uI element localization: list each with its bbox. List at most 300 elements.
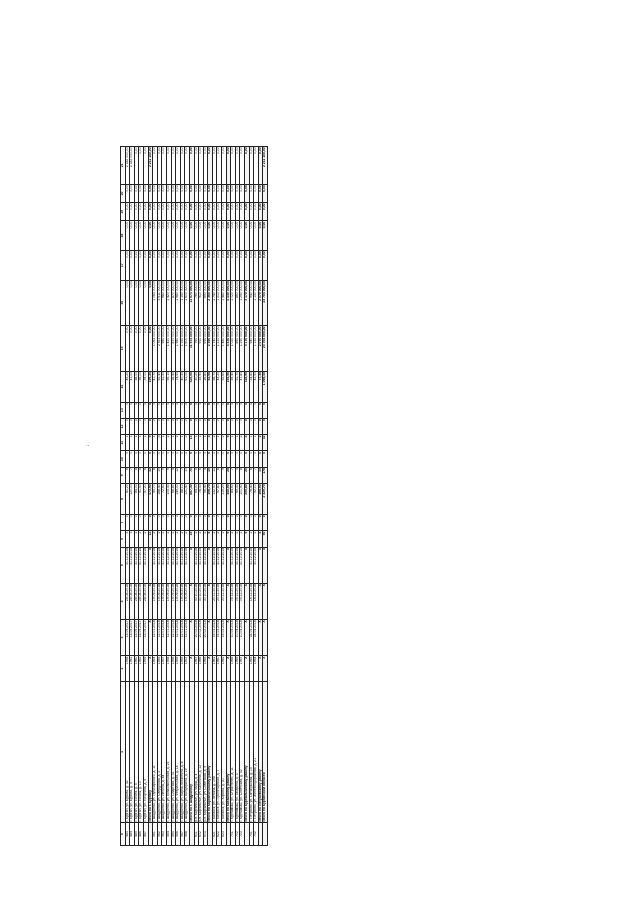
table-cell: 31.12.2018 — [185, 547, 190, 583]
table-cell: 3 170 000,00 — [245, 326, 250, 372]
table-cell: 2 — [235, 531, 240, 547]
table-cell: 0,00 — [148, 280, 153, 326]
table-cell: 0,00 — [222, 250, 227, 280]
table-cell: 4 430 000,00 — [226, 326, 231, 372]
table-cell: 115,20 — [222, 484, 227, 515]
table-cell: 0 — [217, 402, 222, 418]
table-cell: 12.01.2018 — [171, 619, 176, 655]
table-cell: 601 — [194, 823, 199, 846]
table-cell: 0,00 — [226, 250, 231, 280]
table-cell: 1 150 000,00 — [180, 326, 185, 372]
table-cell: 0 — [153, 514, 158, 530]
table-cell: 19.09.2018 — [153, 583, 158, 619]
table-cell: 41,70 — [153, 371, 158, 402]
table-cell: 31,70 — [235, 371, 240, 402]
table-cell: 2 — [194, 531, 199, 547]
table-cell: 0,00 — [143, 147, 148, 185]
table-cell: 0 — [185, 402, 190, 418]
table-cell: 0 — [162, 402, 167, 418]
table-cell: 2 — [134, 531, 139, 547]
table-cell: 1 — [180, 435, 185, 451]
table-cell: 30,20 — [194, 371, 199, 402]
table-cell: 0 — [130, 418, 135, 434]
table-cell: 3 170 000,00 — [245, 280, 250, 326]
table-cell: 6 — [245, 531, 250, 547]
table-cell: 2 — [153, 531, 158, 547]
table-cell: 1 980 000,00 — [176, 326, 181, 372]
table-cell: 0 — [199, 402, 204, 418]
column-header: 21 — [121, 147, 126, 185]
table-cell: Х — [263, 656, 268, 682]
table-cell: 1960 — [217, 656, 222, 682]
table-cell: 0 — [125, 402, 130, 418]
table-cell: 0,00 — [171, 250, 176, 280]
table-cell: 14.12.2018 — [254, 583, 259, 619]
table-cell: 13.09.2017 — [139, 619, 144, 655]
table-cell: Х — [208, 619, 213, 655]
table-cell: 32 — [263, 435, 268, 451]
table-cell: 4 — [203, 467, 208, 483]
table-cell: 0,00 — [139, 221, 144, 251]
table-cell: 0,00 — [263, 203, 268, 221]
table-cell: 56,10 — [166, 371, 171, 402]
table-cell: 9 — [166, 467, 171, 483]
table-cell: 69,30 — [235, 484, 240, 515]
table-cell: 1 600 000,00 — [185, 280, 190, 326]
table-cell: 0,00 — [258, 221, 263, 251]
table-cell: 1958 — [166, 656, 171, 682]
table-cell: 0 — [162, 451, 167, 467]
table-cell: 0,00 — [130, 221, 135, 251]
table-cell: 0,00 — [162, 147, 167, 185]
table-cell: 2 — [180, 531, 185, 547]
table-cell: 563 — [162, 823, 167, 846]
table-cell: 0 — [217, 451, 222, 467]
table-cell: 81,20 — [125, 484, 130, 515]
table-cell: 690 000,00 — [203, 280, 208, 326]
table-cell: 10.04.2018 — [231, 619, 236, 655]
table-cell: 0 — [249, 418, 254, 434]
table-body — [125, 147, 267, 846]
table-cell: 26,80 — [203, 371, 208, 402]
table-cell: 0 — [263, 451, 268, 467]
table-cell: 12 — [148, 531, 153, 547]
table-cell: 31.12.2018 — [194, 547, 199, 583]
table-cell: 0,00 — [180, 250, 185, 280]
table-cell: Х — [263, 547, 268, 583]
table-cell: 19.09.2018 — [171, 583, 176, 619]
table-cell: Итого по г. Кургану — [148, 681, 153, 822]
table-cell: 149,00 — [176, 484, 181, 515]
table-cell: 621 — [212, 823, 217, 846]
table-cell: 0,00 — [157, 250, 162, 280]
table-cell: г. Петухово, ул. Октябрьская, д. 15 — [249, 681, 254, 822]
table-cell: 178 — [263, 467, 268, 483]
table-cell: 0,00 — [166, 203, 171, 221]
table-cell: 31.12.2018 — [134, 547, 139, 583]
table-cell: 0,00 — [134, 184, 139, 202]
table-cell: 31,20 — [162, 371, 167, 402]
table-cell: 88,10 — [180, 484, 185, 515]
table-cell: 0 — [176, 418, 181, 434]
table-cell: 12.01.2018 — [162, 619, 167, 655]
table-cell: 1959 — [143, 656, 148, 682]
table-cell: 12.01.2018 — [185, 619, 190, 655]
table-cell: 3 — [125, 531, 130, 547]
table-cell: 2 — [176, 531, 181, 547]
table-cell: Х — [208, 547, 213, 583]
table-cell: 28.08.2018 — [130, 583, 135, 619]
table-cell: Х — [148, 619, 153, 655]
table-cell: 0,00 — [254, 147, 259, 185]
table-cell: 28,40 — [171, 371, 176, 402]
table-cell: 0,00 — [148, 184, 153, 202]
table-cell: 0,00 — [240, 147, 245, 185]
table-cell: 1969 — [235, 656, 240, 682]
table-cell: 0 — [226, 402, 231, 418]
table-cell: г. Шадринск, ул. Свердлова, д. 2 — [157, 681, 162, 822]
table-cell: 41,00 — [130, 371, 135, 402]
table-cell: 45,20 — [125, 371, 130, 402]
table-cell: 0,00 — [231, 221, 236, 251]
table-cell: 16 — [189, 531, 194, 547]
table-cell: 255,80 — [245, 484, 250, 515]
table-cell: 58,70 — [212, 371, 217, 402]
table-cell: 0 — [180, 418, 185, 434]
table-cell: 10 — [185, 467, 190, 483]
column-header: 12 — [121, 418, 126, 434]
table-cell: 31.12.2018 — [217, 547, 222, 583]
table-cell: 940 000,00 — [249, 280, 254, 326]
table-cell: 0,00 — [235, 203, 240, 221]
table-cell: 4 — [171, 467, 176, 483]
table-cell: 31.12.2018 — [166, 547, 171, 583]
table-cell: 12.01.2018 — [166, 619, 171, 655]
table-cell: 0,00 — [235, 250, 240, 280]
table-cell: 1966 — [199, 656, 204, 682]
table-cell: 2 — [212, 435, 217, 451]
table-cell: 118,90 — [245, 371, 250, 402]
table-cell: 13.09.2017 — [125, 619, 130, 655]
table-cell: 12.01.2018 — [157, 619, 162, 655]
table-cell: 0,00 — [130, 280, 135, 326]
table-cell: 0,00 — [245, 184, 250, 202]
table-cell: 132,50 — [212, 484, 217, 515]
table-cell: 0,00 — [226, 184, 231, 202]
table-cell: 15 — [208, 467, 213, 483]
table-cell: 0,00 — [240, 221, 245, 251]
table-cell: 751 — [249, 823, 254, 846]
table-cell: 485 — [134, 823, 139, 846]
table-cell: 31.12.2018 — [130, 547, 135, 583]
table-cell: 0 — [245, 451, 250, 467]
table-cell: 0,00 — [134, 147, 139, 185]
table-cell: 0,00 — [148, 203, 153, 221]
table-cell: 0,00 — [208, 184, 213, 202]
table-cell: 1 — [235, 435, 240, 451]
table-cell: 1961 — [212, 656, 217, 682]
table-cell: 1 210 000,00 — [217, 326, 222, 372]
table-cell: 0,00 — [254, 184, 259, 202]
table-cell: 15 — [157, 467, 162, 483]
table-cell: 0,00 — [180, 184, 185, 202]
table-cell: 1 — [194, 435, 199, 451]
table-cell: 2 070 000,00 — [258, 326, 263, 372]
table-cell: 0,00 — [199, 221, 204, 251]
table-cell: 0,00 — [194, 221, 199, 251]
table-cell: 31.12.2018 — [222, 547, 227, 583]
table-cell: 42,50 — [254, 371, 259, 402]
table-cell: 487 — [143, 823, 148, 846]
table-cell: 0,00 — [162, 184, 167, 202]
table-cell: 0 — [235, 514, 240, 530]
table-cell: 1 063 000,00 — [153, 280, 158, 326]
table-cell: 0,00 — [139, 184, 144, 202]
table-cell: 0 — [222, 514, 227, 530]
table-cell: 9 — [222, 467, 227, 483]
table-cell: 887,30 — [189, 484, 194, 515]
table-cell: 2 — [258, 435, 263, 451]
table-cell: 1956 — [171, 656, 176, 682]
table-cell: 20.11.2018 — [222, 583, 227, 619]
table-cell: 0,00 — [217, 250, 222, 280]
table-cell: 31.12.2018 — [153, 547, 158, 583]
table-cell: 0 — [180, 451, 185, 467]
table-cell: 77,30 — [258, 371, 263, 402]
table-cell: 5 — [235, 467, 240, 483]
column-header: 18 — [121, 221, 126, 251]
table-cell: 623 — [222, 823, 227, 846]
table-cell: 84,00 — [134, 484, 139, 515]
table-cell: Х — [208, 656, 213, 682]
table-cell: 0 — [134, 402, 139, 418]
table-cell: 7 — [180, 467, 185, 483]
table-cell: 0,00 — [254, 250, 259, 280]
table-cell: 0 — [176, 451, 181, 467]
column-header: 0 — [121, 823, 126, 846]
table-cell: 1 — [130, 435, 135, 451]
table-cell: 0,00 — [258, 250, 263, 280]
table-cell: 0 — [203, 451, 208, 467]
table-cell: 97,80 — [217, 484, 222, 515]
table-cell: 35,90 — [199, 371, 204, 402]
table-cell: 0,00 — [130, 326, 135, 372]
table-cell: 0,00 — [139, 203, 144, 221]
table-cell: 31.12.2018 — [199, 547, 204, 583]
table-cell: 56,40 — [203, 484, 208, 515]
table-cell: 0,00 — [134, 280, 139, 326]
table-cell: 0,00 — [231, 203, 236, 221]
column-header: 6 — [121, 531, 126, 547]
table-cell: 39,00 — [143, 371, 148, 402]
table-cell: 19.09.2018 — [180, 583, 185, 619]
table-cell: 940 000,00 — [249, 326, 254, 372]
table-cell: 0,00 — [185, 221, 190, 251]
table-cell: 6 — [125, 467, 130, 483]
table-cell: 2 — [222, 531, 227, 547]
table-cell: 760 000,00 — [194, 326, 199, 372]
table-cell: 0 — [263, 514, 268, 530]
table-cell: 486 — [139, 823, 144, 846]
table-cell: 11 — [212, 467, 217, 483]
table-cell: 0 — [125, 451, 130, 467]
table-cell: р.п. Каргаполье, ул. Калинина, д. 12 — [199, 681, 204, 822]
table-cell: г. Курган, ул. Гоголя, д. 13 — [139, 681, 144, 822]
table-cell: 980 000,00 — [162, 326, 167, 372]
table-cell: 0,00 — [249, 147, 254, 185]
table-cell: 0 — [217, 418, 222, 434]
table-cell: 0,00 — [199, 203, 204, 221]
table-cell: г. Катайск, ул. Кирова, д. 30 — [222, 681, 227, 822]
table-cell: 5 — [139, 467, 144, 483]
table-cell: 0,00 — [143, 280, 148, 326]
table-cell: 2 — [185, 435, 190, 451]
table-cell: 0,00 — [143, 250, 148, 280]
table-cell: 0 — [157, 418, 162, 434]
table-cell: 0 — [139, 418, 144, 434]
table-cell: 20 — [245, 467, 250, 483]
table-cell: 2 — [166, 435, 171, 451]
table-cell: Х — [189, 583, 194, 619]
rotated-table-container — [120, 146, 472, 846]
data-table — [120, 146, 268, 846]
table-cell: 0 — [171, 402, 176, 418]
table-cell: 05.12.2018 — [240, 583, 245, 619]
table-cell: 6 — [208, 531, 213, 547]
table-cell: 0,00 — [176, 250, 181, 280]
table-cell: 0 — [166, 402, 171, 418]
table-cell: 0,00 — [212, 147, 217, 185]
table-cell: 0 — [166, 418, 171, 434]
table-cell: 0 — [231, 451, 236, 467]
table-cell: 0 — [254, 514, 259, 530]
table-cell: г. Шадринск, ул. Кондюрина, д. 19 — [185, 681, 190, 822]
table-cell: г. Шадринск, ул. Луначарского, д. 11 — [153, 681, 158, 822]
table-cell: 0 — [153, 418, 158, 434]
table-cell: 0,00 — [235, 184, 240, 202]
table-cell: 6 — [226, 531, 231, 547]
table-cell: 0 — [212, 514, 217, 530]
table-cell: 567 — [180, 823, 185, 846]
table-cell: 31.12.2018 — [180, 547, 185, 583]
table-cell: 0,00 — [203, 203, 208, 221]
table-cell: 2 — [143, 531, 148, 547]
table-cell: 0,00 — [199, 147, 204, 185]
table-cell: 0,00 — [148, 221, 153, 251]
column-header: 2 — [121, 656, 126, 682]
table-cell: 32 — [148, 467, 153, 483]
table-cell: 105,30 — [166, 484, 171, 515]
table-cell: 31.12.2018 — [254, 547, 259, 583]
table-cell: Х — [189, 619, 194, 655]
table-cell: 1 — [203, 435, 208, 451]
table-cell: 0,00 — [125, 326, 130, 372]
table-cell: 1 480 000,00 — [222, 280, 227, 326]
table-cell: 31.12.2018 — [212, 547, 217, 583]
table-cell: 1 210 000,00 — [217, 280, 222, 326]
table-cell: г. Шадринск, ул. Февральская, д. 14 — [176, 681, 181, 822]
table-cell: 0 — [226, 514, 231, 530]
table-cell: Итого по Курганской области — [263, 681, 268, 822]
table-cell: 602 — [199, 823, 204, 846]
table-cell: 19.09.2018 — [185, 583, 190, 619]
table-cell: 0 — [245, 402, 250, 418]
table-cell: 52,60 — [222, 371, 227, 402]
table-cell: 566 — [176, 823, 181, 846]
table-cell: 12.01.2018 — [176, 619, 181, 655]
table-cell: 1 480 000,00 — [222, 326, 227, 372]
table-cell: 28.08.2018 — [143, 583, 148, 619]
table-cell: 0,00 — [153, 203, 158, 221]
table-cell: 2 360 000,00 — [208, 280, 213, 326]
table-cell: 1 — [254, 435, 259, 451]
table-cell: 70 — [189, 467, 194, 483]
table-cell: 0,00 — [125, 184, 130, 202]
table-cell: 0,00 — [171, 147, 176, 185]
table-cell: Х — [258, 583, 263, 619]
table-cell: 860 000,00 — [235, 280, 240, 326]
table-cell: 562 — [157, 823, 162, 846]
table-cell: 20.02.2018 — [194, 619, 199, 655]
table-cell: 0 — [203, 418, 208, 434]
table-cell: 2 — [171, 531, 176, 547]
table-cell: 0 — [263, 402, 268, 418]
table-cell: Х — [258, 547, 263, 583]
table-cell: 4 — [245, 435, 250, 451]
table-cell: 0 — [180, 402, 185, 418]
table-cell: 0,00 — [235, 221, 240, 251]
column-header: 8 — [121, 484, 126, 515]
column-header: 7 — [121, 514, 126, 530]
table-cell: г. Шадринск, ул. Комсомольская, д. 23 — [166, 681, 171, 822]
table-cell: 0 — [157, 514, 162, 530]
table-cell — [263, 823, 268, 846]
column-header: 3 — [121, 619, 126, 655]
table-cell: 0,00 — [231, 184, 236, 202]
table-cell: 0 — [249, 451, 254, 467]
table-cell: 0 — [254, 418, 259, 434]
table-cell: 0,00 — [189, 184, 194, 202]
table-cell: 78,30 — [199, 484, 204, 515]
table-cell: 3 — [208, 435, 213, 451]
table-cell: 0,00 — [254, 221, 259, 251]
table-cell: 7 — [130, 467, 135, 483]
table-cell: 0,00 — [134, 326, 139, 372]
table-cell: 97,20 — [143, 484, 148, 515]
table-cell: 1968 — [231, 656, 236, 682]
table-cell: Х — [208, 583, 213, 619]
table-cell: 28 — [226, 467, 231, 483]
table-cell: 0 — [203, 514, 208, 530]
table-cell: 0,00 — [176, 184, 181, 202]
table-cell: 0,00 — [254, 203, 259, 221]
table-cell: 2 — [157, 531, 162, 547]
table-cell: 0,00 — [157, 147, 162, 185]
table-cell: 0,00 — [180, 203, 185, 221]
table-cell: 0 — [166, 451, 171, 467]
table-cell: 0 — [249, 514, 254, 530]
table-cell: 0,00 — [245, 221, 250, 251]
table-cell: 13 — [189, 435, 194, 451]
table-cell: 1962 — [222, 656, 227, 682]
table-cell: 473,90 — [148, 484, 153, 515]
table-cell: 28.08.2018 — [134, 583, 139, 619]
table-cell: 0 — [194, 402, 199, 418]
table-cell: 4 430 000,00 — [226, 280, 231, 326]
table-cell: 1962 — [139, 656, 144, 682]
table-cell: Х — [226, 656, 231, 682]
table-cell: г. Шадринск, ул. Ленина, д. 44 — [162, 681, 167, 822]
